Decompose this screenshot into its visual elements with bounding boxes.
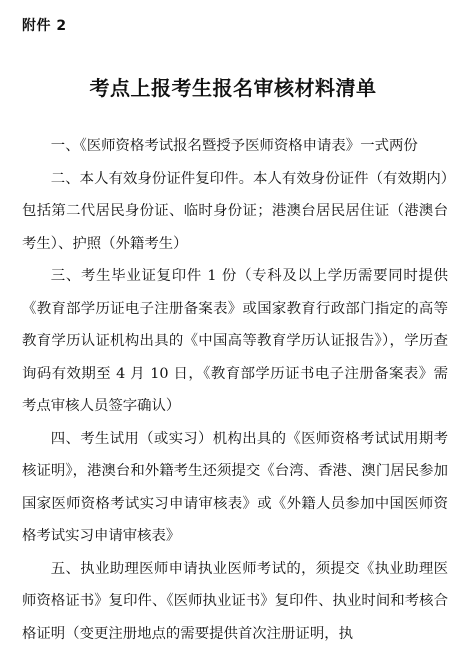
paragraph-item-5: 五、执业助理医师申请执业医师考试的，须提交《执业助理医师资格证书》复印件、《医师执业证书》复印件、执业时间和考核合格证明（变更注册地点的需要提供首次注册证明，执 — [22, 553, 448, 650]
paragraph-item-4: 四、考生试用（或实习）机构出具的《医师资格考试试用期考核证明》，港澳台和外籍考生还须提交《台湾、香港、澳门居民参加国家医师资格考试实习申请审核表》或《外籍人员参加中国医师资格考试实习申请审核表》 — [22, 423, 448, 553]
paragraph-item-1: 一、《医师资格考试报名暨授予医师资格申请表》一式两份 — [22, 130, 448, 163]
paragraph-item-3: 三、考生毕业证复印件 1 份（专科及以上学历需要同时提供《教育部学历证电子注册备案表》或国家教育行政部门指定的高等教育学历认证机构出具的《中国高等教育学历认证报告》），学历查询码有效期至 4 月 10 日，《教育部学历证书电子注册备案表》需考点审核人员签字确认） — [22, 260, 448, 423]
attachment-label: 附件 2 — [22, 15, 67, 35]
paragraph-item-2: 二、本人有效身份证件复印件。本人有效身份证件（有效期内）包括第二代居民身份证、临时身份证；港澳台居民居住证（港澳台考生）、护照（外籍考生） — [22, 163, 448, 261]
page-title: 考点上报考生报名审核材料清单 — [0, 72, 466, 101]
document-body — [22, 130, 448, 650]
